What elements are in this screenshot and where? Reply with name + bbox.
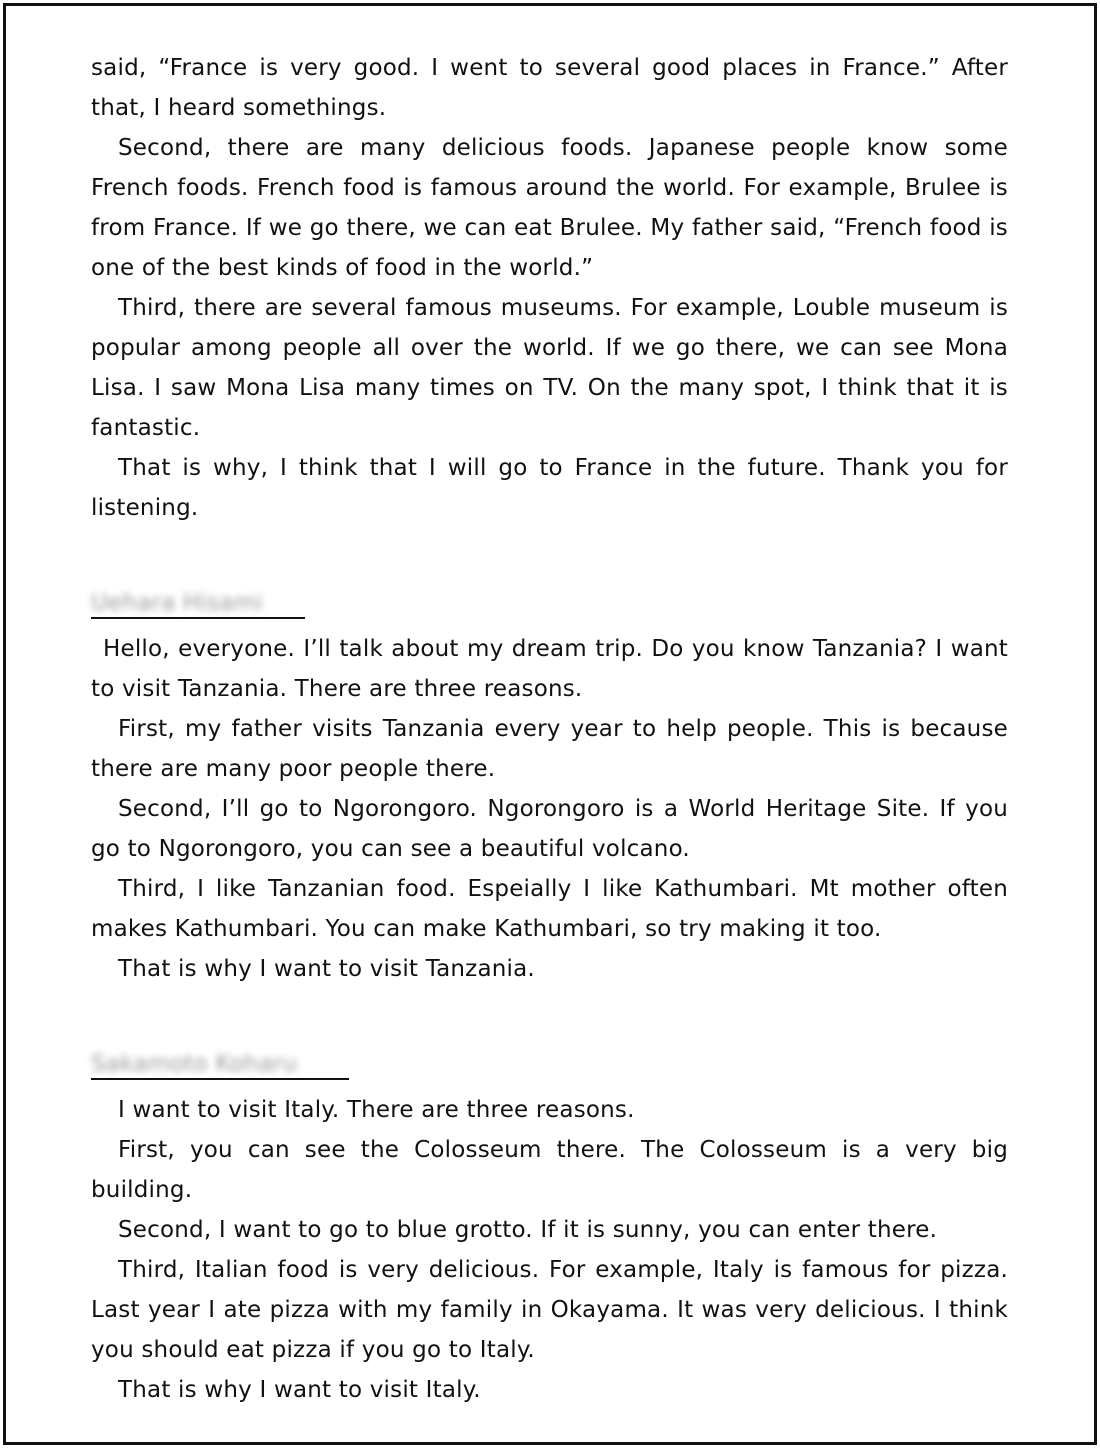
author-name: Sakamoto Koharu bbox=[91, 1051, 298, 1077]
paragraph: Second, I’ll go to Ngorongoro. Ngorongoro is a World Heritage Site. If you go to Ngorongoro, you can see a beautiful volcano. bbox=[91, 796, 1008, 862]
page-frame bbox=[3, 3, 1097, 1445]
essay-italy bbox=[91, 1044, 1008, 1410]
essay-tanzania bbox=[91, 583, 1008, 989]
paragraph: I want to visit Italy. There are three reasons. bbox=[118, 1097, 635, 1123]
paragraph: That is why I want to visit Italy. bbox=[118, 1377, 481, 1403]
paragraph: said, “France is very good. I went to several good places in France.” After that, I heard somethings. bbox=[91, 55, 1008, 121]
essay-france bbox=[91, 48, 1008, 528]
document-body bbox=[91, 48, 1008, 1410]
paragraph: Third, Italian food is very delicious. For example, Italy is famous for pizza. Last year I ate pizza with my family in Okayama. It was very delicious. I think you should eat pizza if you go to Italy. bbox=[91, 1257, 1008, 1363]
paragraph: That is why I want to visit Tanzania. bbox=[118, 956, 535, 982]
paragraph: First, my father visits Tanzania every year to help people. This is because there are many poor people there. bbox=[91, 716, 1008, 782]
paragraph: First, you can see the Colosseum there. The Colosseum is a very big building. bbox=[91, 1137, 1008, 1203]
paragraph: Third, there are several famous museums. For example, Louble museum is popular among people all over the world. If we go there, we can see Mona Lisa. I saw Mona Lisa many times on TV. On the many spot, I think that it is fantastic. bbox=[91, 295, 1008, 441]
paragraph: Second, there are many delicious foods. Japanese people know some French foods. French food is famous around the world. For example, Brulee is from France. If we go there, we can eat Brulee. My father said, “French food is one of the best kinds of food in the world.” bbox=[91, 135, 1008, 281]
paragraph: That is why, I think that I will go to France in the future. Thank you for listening. bbox=[91, 455, 1008, 521]
paragraph: Second, I want to go to blue grotto. If it is sunny, you can enter there. bbox=[118, 1217, 938, 1243]
paragraph: Hello, everyone. I’ll talk about my dream trip. Do you know Tanzania? I want to visit Tanzania. There are three reasons. bbox=[91, 636, 1008, 702]
author-name: Uehara Hisami bbox=[91, 590, 263, 616]
paragraph: Third, I like Tanzanian food. Espeially I like Kathumbari. Mt mother often makes Kathumbari. You can make Kathumbari, so try making it too. bbox=[91, 876, 1008, 942]
